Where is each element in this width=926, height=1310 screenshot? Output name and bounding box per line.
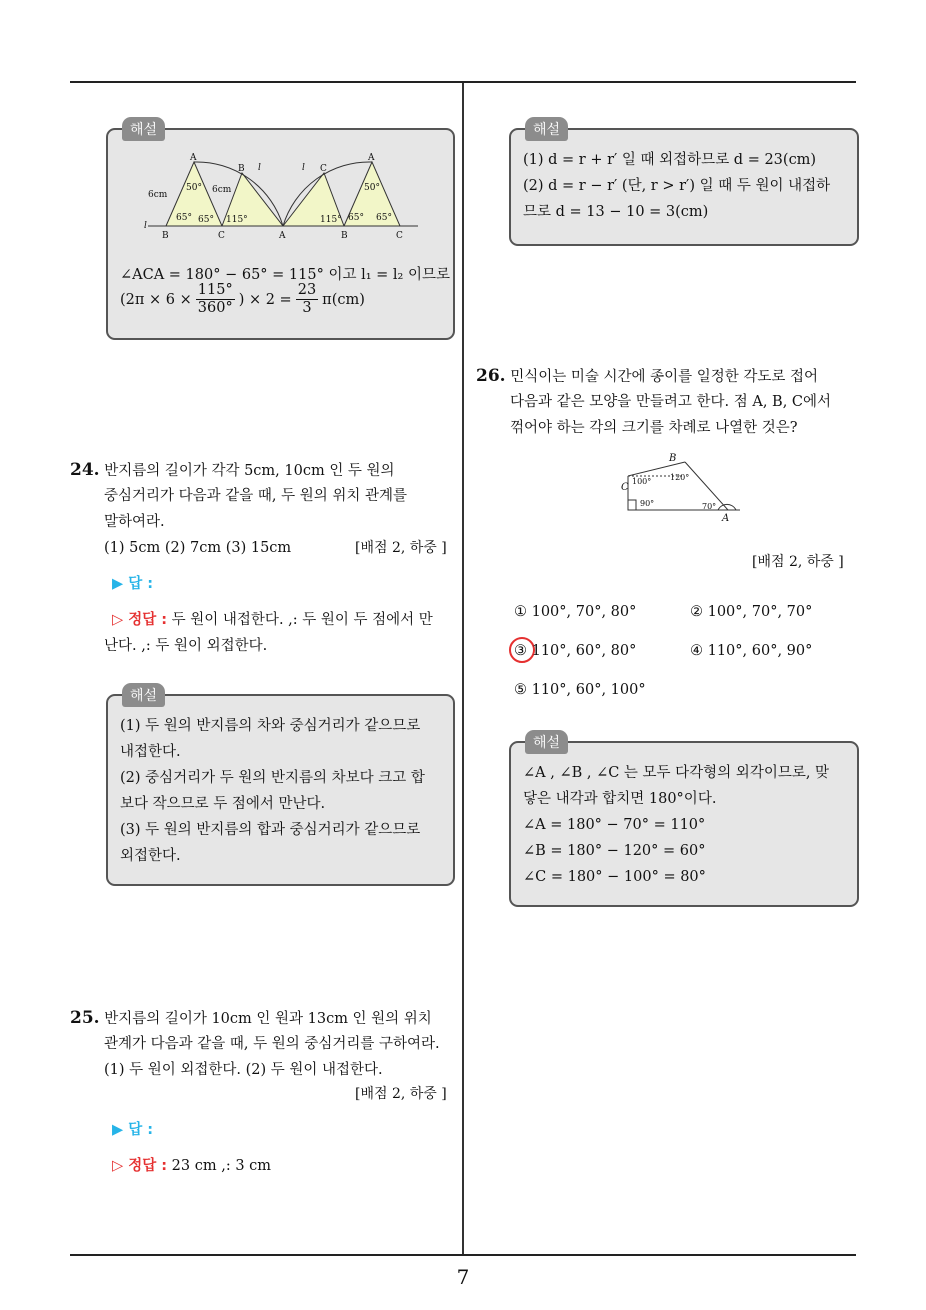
solution-line: (2) d = r − r′ (단, r > r′) 일 때 두 원이 내접하 [523,178,831,194]
fig-label: 50° [186,183,202,193]
solution-box-26 [509,735,859,907]
fig-label: 50° [364,183,380,193]
solution-line: (1) d = r + r′ 일 때 외접하므로 d = 23(cm) [523,152,817,168]
fig-label: 115° [320,215,342,225]
solution-tag: 해설 [122,683,165,707]
fig-label: 115° [226,215,248,225]
solution-line: 닿은 내각과 합치면 180°이다. [523,791,717,807]
correct-label: ▷ 정답 : [112,612,168,628]
fig-label: l [302,163,305,173]
fig-label: 70° [702,502,717,511]
question-24-line [70,460,395,481]
solution-line: (1) 두 원의 반지름의 차와 중심거리가 같으므로 [120,718,421,734]
correct-answer [112,1156,271,1176]
fig-label: C [621,482,629,493]
fig-label: l [258,163,261,173]
fig-label: C [320,164,327,174]
option-5[interactable]: ⑤ 110°, 60°, 100° [514,682,646,698]
answer-input-label[interactable]: ▶ 답 : [112,576,154,592]
solution-box-23 [106,122,455,340]
fig-label: 120° [670,473,690,482]
question-number: 25. [70,1008,100,1028]
solution-tag: 해설 [525,730,568,754]
option-2[interactable]: ② 100°, 70°, 70° [690,604,813,620]
fraction [196,282,235,317]
question-26-line [476,366,818,387]
fraction-numerator: 23 [297,282,317,298]
fraction [296,282,318,317]
question-number: 24. [70,460,100,480]
question-25-line [70,1008,432,1029]
fig-label: A [368,153,375,163]
fraction-denominator: 360° [197,300,233,316]
correct-label: ▷ 정답 : [112,1158,168,1174]
fig-label: A [279,231,286,241]
solution-tag: 해설 [122,117,165,141]
question-text: 말하여라. [104,514,165,530]
arc-figure [138,152,428,242]
solution-line: ∠A = 180° − 70° = 110° [523,817,706,833]
formula-part: ) × 2 = [238,291,292,308]
solution-line: ∠A , ∠B , ∠C 는 모두 다각형의 외각이므로, 맞 [523,765,830,781]
solution-line: 므로 d = 13 − 10 = 3(cm) [523,204,709,220]
solution-line: ∠C = 180° − 100° = 80° [523,869,706,885]
fig-label: 65° [198,215,214,225]
solution-line: (2) 중심거리가 두 원의 반지름의 차보다 크고 합 [120,770,425,786]
correct-text: 두 원이 내접한다. ,: 두 원이 두 점에서 만 [171,612,433,628]
solution-tag: 해설 [525,117,568,141]
fig-label: l [144,221,147,231]
correct-text: 난다. ,: 두 원이 외접한다. [104,638,268,654]
correct-text: 23 cm ,: 3 cm [171,1158,272,1174]
fig-label: B [341,231,348,241]
fold-figure [620,450,750,524]
question-text: 반지름의 길이가 10cm 인 원과 13cm 인 원의 위치 [104,1011,432,1027]
bottom-rule [70,1254,856,1256]
answer-input-label[interactable]: ▶ 답 : [112,1122,154,1138]
option-1[interactable]: ① 100°, 70°, 80° [514,604,637,620]
solution-line: 보다 작으므로 두 점에서 만난다. [120,796,326,812]
question-meta: [배점 2, 하중 ] [752,554,844,570]
question-text: 중심거리가 다음과 같을 때, 두 원의 위치 관계를 [104,488,408,504]
question-text: (1) 두 원이 외접한다. (2) 두 원이 내접한다. [104,1062,383,1078]
fig-label: C [396,231,403,241]
fig-label: 65° [376,213,392,223]
solution-line: 외접한다. [120,848,181,864]
solution-line: ∠ACA = 180° − 65° = 115° 이고 l₁ = l₂ 이므로 [120,267,450,283]
fig-label: C [218,231,225,241]
fig-label: B [238,164,245,174]
formula-part: π(cm) [322,291,365,308]
question-number: 26. [476,366,506,386]
solution-line: (3) 두 원의 반지름의 합과 중심거리가 같으므로 [120,822,421,838]
correct-answer [112,610,433,630]
question-text: 꺾어야 하는 각의 크기를 차례로 나열한 것은? [510,420,798,436]
fraction-denominator: 3 [302,300,312,316]
column-divider [462,83,464,1254]
question-meta: [배점 2, 하중 ] [355,1086,447,1102]
solution-box-24 [106,688,455,886]
fig-label: B [669,453,677,464]
formula-part: (2π × 6 × [120,291,192,308]
solution-box-25 [509,122,859,246]
fraction-numerator: 115° [197,282,233,298]
solution-line: 내접한다. [120,744,181,760]
fig-label: 90° [640,499,655,508]
fig-label: 6cm [148,190,168,200]
question-text: (1) 5cm (2) 7cm (3) 15cm [104,540,292,556]
solution-formula [120,282,365,317]
question-meta: [배점 2, 하중 ] [355,540,447,556]
fig-label: 65° [176,213,192,223]
solution-line: ∠B = 180° − 120° = 60° [523,843,706,859]
fig-label: 65° [348,213,364,223]
fig-label: A [722,513,730,524]
question-text: 민식이는 미술 시간에 종이를 일정한 각도로 접어 [510,369,818,385]
option-3[interactable]: ③ 110°, 60°, 80° [514,643,637,659]
question-text: 관계가 다음과 같을 때, 두 원의 중심거리를 구하여라. [104,1036,440,1052]
option-4[interactable]: ④ 110°, 60°, 90° [690,643,813,659]
fig-label: 100° [632,477,652,486]
fig-label: A [190,153,197,163]
fig-label: 6cm [212,185,232,195]
fig-label: B [162,231,169,241]
question-text: 반지름의 길이가 각각 5cm, 10cm 인 두 원의 [104,463,395,479]
page-number: 7 [456,1265,470,1289]
question-text: 다음과 같은 모양을 만들려고 한다. 점 A, B, C에서 [510,394,832,410]
